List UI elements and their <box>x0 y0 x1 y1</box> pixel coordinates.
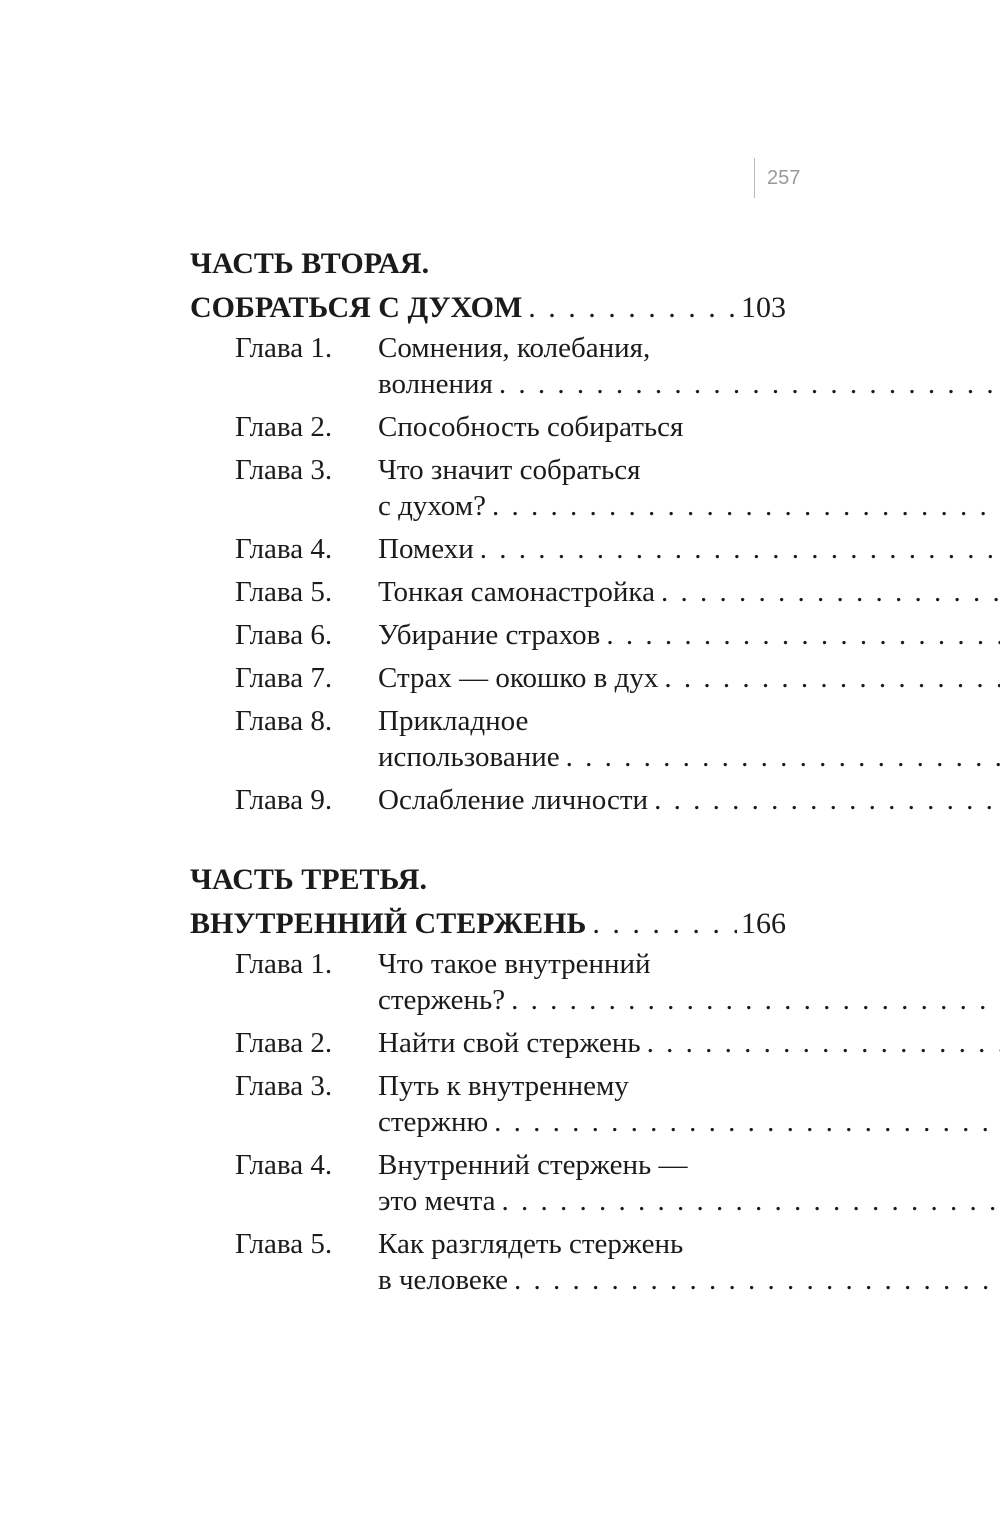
dot-leader <box>560 739 1000 775</box>
part-page: 166 <box>741 907 786 940</box>
chapter-title-line1: Внутренний стержень — <box>378 1149 688 1181</box>
part-heading: ЧАСТЬ ВТОРАЯ. <box>190 247 430 280</box>
chapter-label: Глава 2. <box>235 1027 333 1059</box>
chapter-entry[interactable] <box>190 574 786 610</box>
dot-leader <box>658 660 1000 696</box>
part-title-row[interactable] <box>190 902 786 946</box>
chapter-entry[interactable] <box>190 409 786 445</box>
chapter-entry[interactable] <box>190 1025 786 1061</box>
dot-leader <box>508 1262 1000 1298</box>
dot-leader <box>641 1025 1000 1061</box>
chapter-title-line1: Что такое внутренний <box>378 948 651 980</box>
page-number: 257 <box>754 158 800 198</box>
dot-leader <box>655 574 1000 610</box>
chapter-label: Глава 6. <box>235 619 333 651</box>
dot-leader <box>586 902 737 946</box>
dot-leader <box>493 366 1000 402</box>
chapter-title: Убирание страхов <box>378 619 601 651</box>
chapter-title-line1: Сомнения, колебания, <box>378 332 651 364</box>
chapter-title: это мечта <box>378 1185 496 1217</box>
chapter-entry[interactable] <box>190 703 786 775</box>
chapter-entry[interactable] <box>190 946 786 1018</box>
chapter-title: Способность собираться <box>378 411 684 443</box>
dot-leader <box>488 1104 1000 1140</box>
chapter-title-line1: Что значит собраться <box>378 454 641 486</box>
chapter-label: Глава 8. <box>235 705 333 737</box>
chapter-entry[interactable] <box>190 617 786 653</box>
chapter-title: стержню <box>378 1106 489 1138</box>
chapter-title: Ослабление личности <box>378 784 649 816</box>
chapter-entry[interactable] <box>190 1068 786 1140</box>
part-title: СОБРАТЬСЯ С ДУХОМ <box>190 291 523 324</box>
chapter-list <box>190 330 786 818</box>
chapter-title: Помехи <box>378 533 474 565</box>
chapter-label: Глава 1. <box>235 332 333 364</box>
part-page: 103 <box>741 291 786 324</box>
chapter-entry[interactable] <box>190 452 786 524</box>
chapter-entry[interactable] <box>190 1147 786 1219</box>
chapter-title: стержень? <box>378 984 506 1016</box>
chapter-entry[interactable] <box>190 782 786 818</box>
dot-leader <box>495 1183 1000 1219</box>
chapter-title-line1: Как разглядеть стержень <box>378 1228 684 1260</box>
chapter-label: Глава 4. <box>235 1149 333 1181</box>
dot-leader <box>600 617 1000 653</box>
chapter-label: Глава 5. <box>235 1228 333 1260</box>
dot-leader <box>648 782 1000 818</box>
chapter-label: Глава 9. <box>235 784 333 816</box>
chapter-entry[interactable] <box>190 1226 786 1298</box>
chapter-title: волнения <box>378 368 493 400</box>
chapter-list <box>190 946 786 1298</box>
chapter-label: Глава 4. <box>235 533 333 565</box>
chapter-title: с духом? <box>378 490 486 522</box>
toc-part-three <box>190 858 786 1305</box>
part-title-row[interactable] <box>190 286 786 330</box>
dot-leader <box>505 982 1000 1018</box>
chapter-entry[interactable] <box>190 660 786 696</box>
part-title: ВНУТРЕННИЙ СТЕРЖЕНЬ <box>190 907 587 940</box>
chapter-label: Глава 3. <box>235 1070 333 1102</box>
chapter-label: Глава 2. <box>235 411 333 443</box>
toc-part-two <box>190 242 786 825</box>
dot-leader <box>474 531 1000 567</box>
chapter-title: Страх — окошко в дух <box>378 662 659 694</box>
chapter-title: использование <box>378 741 560 773</box>
chapter-entry[interactable] <box>190 330 786 402</box>
chapter-label: Глава 5. <box>235 576 333 608</box>
part-heading: ЧАСТЬ ТРЕТЬЯ. <box>190 863 427 896</box>
chapter-title-line1: Прикладное <box>378 705 529 737</box>
chapter-title: в человеке <box>378 1264 509 1296</box>
dot-leader <box>522 286 737 330</box>
chapter-entry[interactable] <box>190 531 786 567</box>
chapter-title: Найти свой стержень <box>378 1027 641 1059</box>
chapter-label: Глава 3. <box>235 454 333 486</box>
chapter-title: Тонкая самонастройка <box>378 576 655 608</box>
dot-leader <box>486 488 1000 524</box>
chapter-title-line1: Путь к внутреннему <box>378 1070 629 1102</box>
chapter-label: Глава 1. <box>235 948 333 980</box>
chapter-label: Глава 7. <box>235 662 333 694</box>
